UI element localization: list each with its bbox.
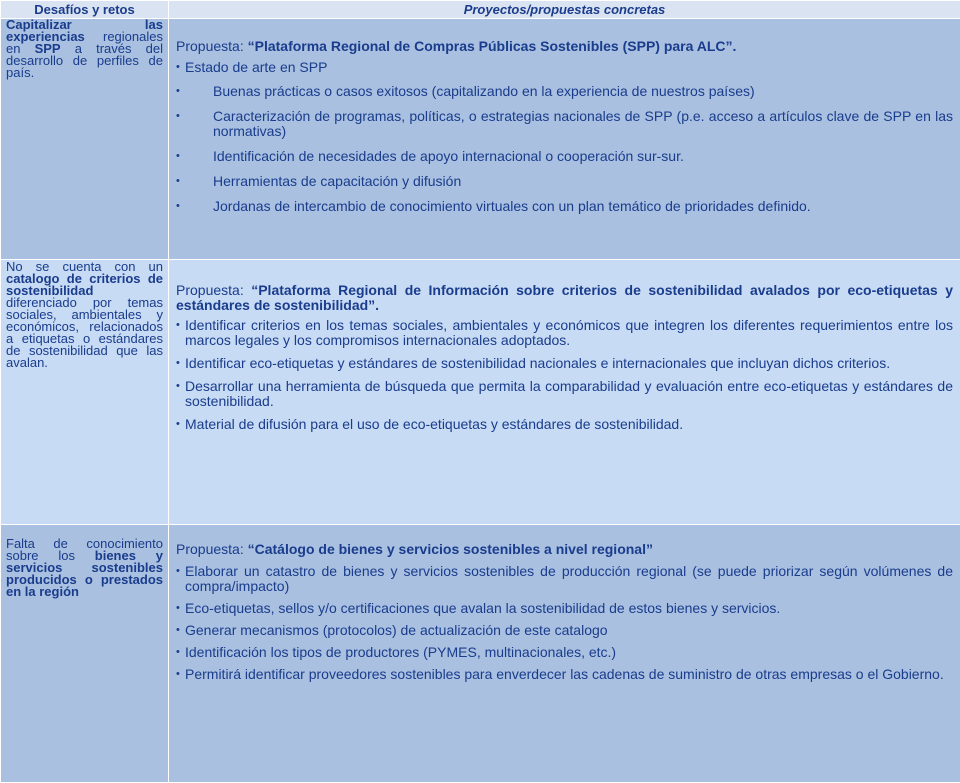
bullet-icon: • bbox=[176, 356, 180, 371]
list-item bbox=[176, 601, 953, 616]
challenge-text: No se cuenta con un bbox=[6, 259, 163, 274]
table-row bbox=[1, 19, 960, 260]
list-item-text: Eco-etiquetas, sellos y/o certificaciones que avalan la sostenibilidad de estos bienes y servicios. bbox=[185, 600, 780, 616]
bullet-icon: • bbox=[176, 623, 180, 638]
bullet-icon: • bbox=[176, 84, 180, 99]
table-row bbox=[1, 525, 960, 783]
bullet-icon: • bbox=[176, 60, 180, 75]
list-item-text: Elaborar un catastro de bienes y servicios sostenibles de producción regional (se puede priorizar según volúmenes de compra/impacto) bbox=[185, 563, 953, 594]
proposal-title: “Catálogo de bienes y servicios sostenibles a nivel regional” bbox=[248, 541, 653, 557]
list-item bbox=[176, 564, 953, 594]
list-item-text: Desarrollar una herramienta de búsqueda que permita la comparabilidad y evaluación entre eco-etiquetas y estándares de sostenibilidad. bbox=[185, 378, 953, 409]
list-item-text: Identificar criterios en los temas sociales, ambientales y económicos que integren los diferentes requerimientos entre los marcos legales y los compromisos internacionales adoptados. bbox=[185, 317, 953, 348]
list-item-text: Herramientas de capacitación y difusión bbox=[213, 173, 461, 189]
list-item bbox=[176, 356, 953, 371]
list-item bbox=[176, 318, 953, 348]
list-item-text: Identificación de necesidades de apoyo internacional o cooperación sur-sur. bbox=[213, 148, 684, 164]
proposal-heading bbox=[176, 283, 953, 313]
challenge-cell bbox=[1, 525, 169, 783]
table-header-row bbox=[1, 1, 960, 19]
bullet-icon: • bbox=[176, 601, 180, 616]
challenge-text-bold: catalogo de criterios de sostenibilidad bbox=[6, 271, 163, 298]
list-item-text: Caracterización de programas, políticas, o estrategias nacionales de SPP (p.e. acceso a artículos clave de SPP en las normativas) bbox=[213, 108, 953, 139]
bullet-icon: • bbox=[176, 564, 180, 579]
header-challenges: Desafíos y retos bbox=[1, 1, 169, 19]
list-item bbox=[176, 174, 953, 189]
proposal-cell bbox=[169, 19, 960, 260]
proposal-heading bbox=[176, 39, 953, 54]
bullet-icon: • bbox=[176, 645, 180, 660]
list-item bbox=[176, 417, 953, 432]
proposal-prefix: Propuesta: bbox=[176, 541, 248, 557]
challenge-cell bbox=[1, 19, 169, 260]
list-item bbox=[176, 84, 953, 99]
proposal-cell bbox=[169, 525, 960, 783]
proposal-prefix: Propuesta: bbox=[176, 38, 248, 54]
list-item bbox=[176, 60, 953, 75]
challenge-text-bold: Capitalizar las experiencias bbox=[6, 17, 163, 44]
bullet-icon: • bbox=[176, 379, 180, 394]
bullet-icon: • bbox=[176, 318, 180, 333]
challenge-text: regionales en bbox=[6, 29, 163, 56]
list-item bbox=[176, 109, 953, 139]
proposal-heading bbox=[176, 542, 953, 557]
list-item-text: Generar mecanismos (protocolos) de actualización de este catalogo bbox=[185, 622, 608, 638]
bullet-icon: • bbox=[176, 417, 180, 432]
list-item-text: Identificar eco-etiquetas y estándares de sostenibilidad nacionales e internacionales que incluyan dichos criterios. bbox=[185, 355, 890, 371]
bullet-icon: • bbox=[176, 667, 180, 682]
list-item bbox=[176, 645, 953, 660]
list-item bbox=[176, 149, 953, 164]
header-projects: Proyectos/propuestas concretas bbox=[169, 1, 960, 19]
proposal-bullet-list bbox=[176, 318, 953, 432]
list-item-text: Jordanas de intercambio de conocimiento virtuales con un plan temático de prioridades definido. bbox=[213, 198, 811, 214]
proposal-bullet-list bbox=[176, 564, 953, 682]
table-row bbox=[1, 260, 960, 525]
challenge-text-bold: bienes y servicios sostenibles producidos o prestados en la región bbox=[6, 548, 163, 599]
list-item-text: Buenas prácticas o casos exitosos (capitalizando en la experiencia de nuestros países) bbox=[213, 83, 755, 99]
list-item bbox=[176, 199, 953, 214]
challenge-text-bold: SPP bbox=[35, 41, 61, 56]
proposal-title: “Plataforma Regional de Compras Públicas Sostenibles (SPP) para ALC”. bbox=[248, 38, 737, 54]
list-item bbox=[176, 667, 953, 682]
bullet-icon: • bbox=[176, 109, 180, 124]
proposal-bullet-list bbox=[176, 60, 953, 214]
list-item bbox=[176, 379, 953, 409]
list-item-text: Estado de arte en SPP bbox=[185, 59, 327, 75]
bullet-icon: • bbox=[176, 199, 180, 214]
bullet-icon: • bbox=[176, 174, 180, 189]
challenge-cell bbox=[1, 260, 169, 525]
bullet-icon: • bbox=[176, 149, 180, 164]
list-item bbox=[176, 623, 953, 638]
proposal-cell bbox=[169, 260, 960, 525]
challenge-text: Falta de conocimiento sobre los bbox=[6, 536, 163, 563]
proposal-prefix: Propuesta: bbox=[176, 282, 251, 298]
list-item-text: Identificación los tipos de productores (PYMES, multinacionales, etc.) bbox=[185, 644, 616, 660]
challenge-text: diferenciado por temas sociales, ambientales y económicos, relacionados a etiquetas o estándares de sostenibilidad que las avalan. bbox=[6, 295, 163, 370]
list-item-text: Material de difusión para el uso de eco-etiquetas y estándares de sostenibilidad. bbox=[185, 416, 683, 432]
list-item-text: Permitirá identificar proveedores sostenibles para enverdecer las cadenas de suministro de otras empresas o el Gobierno. bbox=[185, 666, 944, 682]
challenge-text: a través del desarrollo de perfiles de país. bbox=[6, 41, 163, 80]
proposal-title: “Plataforma Regional de Información sobre criterios de sostenibilidad avalados por eco-etiquetas y estándares de sostenibilidad”. bbox=[176, 282, 953, 313]
